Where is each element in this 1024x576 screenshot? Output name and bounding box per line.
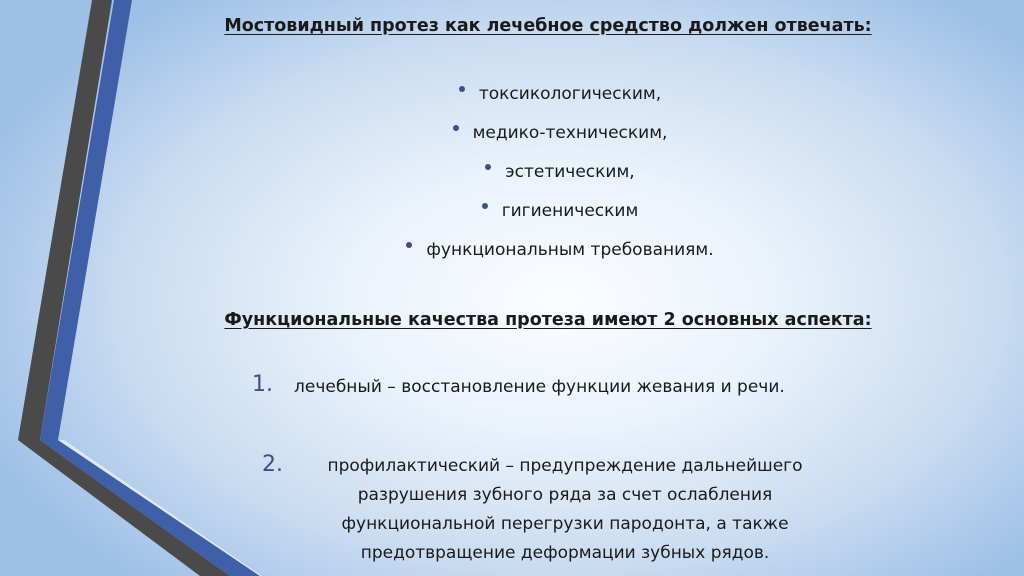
list-item: эстетическим, [260,162,860,182]
numbered-item-text: профилактический – предупреждение дальнейшего разрушения зубного ряда за счет ослабления функциональной перегрузки пародонта, а также предотвращение деформации зубных рядов. [327,456,803,563]
list-item: токсикологическим, [260,84,860,104]
bullet-icon [459,86,465,92]
bullet-icon [482,203,488,209]
list-item: функциональным требованиям. [260,240,860,260]
list-item: медико-техническим, [260,123,860,143]
numbered-item-text: лечебный – восстановление функции жевания и речи. [294,377,785,397]
bullet-icon [453,125,459,131]
list-number: 1. [252,372,273,397]
bullet-icon [485,164,491,170]
heading-requirements: Мостовидный протез как лечебное средство должен отвечать: [224,16,872,36]
heading-aspects: Функциональные качества протеза имеют 2 основных аспекта: [224,310,872,330]
list-item: гигиеническим [260,201,860,221]
list-number: 2. [262,452,283,477]
bullet-icon [406,242,412,248]
